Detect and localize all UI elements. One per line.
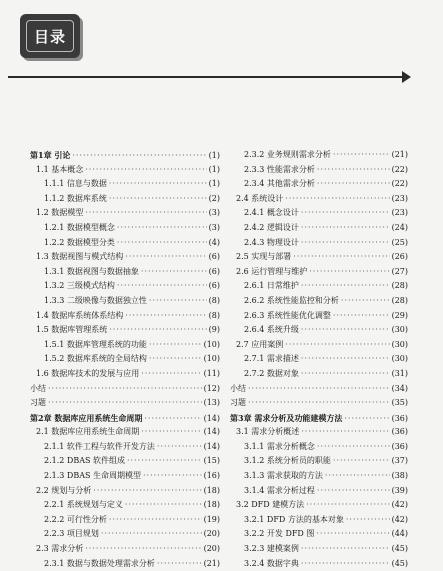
toc-entry-title: 2.4.3 物理设计: [244, 237, 299, 247]
toc-leader-dots: [109, 513, 202, 528]
toc-leader-dots: [143, 469, 202, 484]
toc-entry-title: 2.2.2 可行性分析: [44, 514, 107, 524]
toc-entry: [230, 265, 408, 280]
toc-entry-title: 3.1.3 需求获取的方法: [244, 471, 323, 481]
toc-entry-page: (8): [208, 295, 220, 305]
toc-leader-dots: [72, 149, 206, 164]
toc-leader-dots: [301, 557, 390, 571]
contents-title: 目录: [33, 27, 66, 46]
toc-entry-title: 2.3.3 性能需求分析: [244, 164, 315, 174]
header-rule: [8, 76, 404, 78]
toc-leader-dots: [317, 440, 390, 455]
toc-entry-page: (42): [391, 514, 408, 524]
toc-entry-title: 3.1 需求分析概述: [236, 427, 300, 437]
toc-leader-dots: [344, 412, 389, 427]
toc-entry-title: 1.1.1 信息与数据: [44, 179, 107, 189]
toc-entry-page: (24): [391, 222, 408, 232]
toc-entry-title: 2.1.1 软件工程与软件开发方法: [44, 441, 155, 451]
toc-entry-title: 2.4.2 逻辑设计: [244, 222, 299, 232]
toc-entry: [230, 557, 408, 571]
toc-leader-dots: [301, 323, 390, 338]
toc-entry-title: 3.2.1 DFD 方法的基本对象: [244, 514, 344, 524]
toc-entry-title: 3.2.2 开发 DFD 图: [244, 529, 315, 539]
toc-leader-dots: [301, 425, 389, 440]
toc-leader-dots: [285, 192, 389, 207]
toc-entry: [230, 294, 408, 309]
toc-entry: [30, 236, 220, 251]
toc-entry: [30, 542, 220, 557]
toc-entry: [30, 469, 220, 484]
toc-entry-page: (36): [391, 441, 408, 451]
toc-leader-dots: [301, 352, 390, 367]
toc-entry-title: 第2章 数据库应用系统生命周期: [30, 412, 143, 423]
toc-entry-page: (22): [391, 179, 408, 189]
toc-entry: [230, 454, 408, 469]
toc-entry: [30, 221, 220, 236]
toc-entry-title: 2.2 规划与分析: [36, 485, 92, 495]
toc-entry: [30, 323, 220, 338]
toc-entry-title: 第1章 引论: [30, 150, 71, 160]
toc-entry-page: (45): [391, 544, 408, 554]
toc-entry: [230, 163, 408, 178]
toc-leader-dots: [301, 279, 390, 294]
toc-entry-page: (14): [203, 413, 220, 423]
toc-entry-page: (30): [391, 354, 408, 364]
toc-leader-dots: [149, 294, 207, 309]
toc-entry-page: (36): [391, 413, 408, 423]
toc-entry-title: 1.1.2 数据库系统: [44, 193, 107, 203]
toc-leader-dots: [109, 192, 207, 207]
toc-entry: [230, 527, 408, 542]
toc-entry-page: (4): [208, 237, 220, 247]
toc-entry-title: 1.5.1 数据库管理系统的功能: [44, 339, 147, 349]
toc-entry-page: (37): [391, 456, 408, 466]
toc-entry-page: (23): [391, 193, 408, 203]
toc-entry-title: 2.2.1 系统规划与定义: [44, 500, 123, 510]
toc-leader-dots: [85, 206, 206, 221]
toc-entry-page: (23): [391, 208, 408, 218]
toc-entry: [30, 367, 220, 382]
toc-entry: [30, 250, 220, 265]
toc-leader-dots: [48, 396, 202, 411]
toc-leader-dots: [346, 513, 390, 528]
toc-entry-title: 2.3 需求分析: [36, 544, 84, 554]
toc-entry: [230, 484, 408, 499]
toc-leader-dots: [306, 498, 389, 513]
toc-entry: [230, 236, 408, 251]
toc-entry-title: 2.3.4 其他需求分析: [244, 179, 315, 189]
toc-leader-dots: [248, 396, 390, 411]
toc-leader-dots: [309, 265, 389, 280]
toc-entry-page: (34): [391, 383, 408, 393]
toc-entry-page: (1): [208, 151, 220, 160]
toc-entry: [30, 498, 220, 513]
toc-leader-dots: [125, 309, 206, 324]
toc-entry: [30, 294, 220, 309]
toc-entry-page: (30): [391, 339, 408, 349]
toc-entry: [230, 469, 408, 484]
toc-entry-title: 习题: [230, 398, 246, 408]
toc-entry-page: (2): [208, 193, 220, 203]
toc-entry-page: (18): [203, 500, 220, 510]
toc-entry: [30, 177, 220, 192]
toc-entry: [30, 484, 220, 499]
toc-entry-page: (26): [391, 252, 408, 262]
toc-leader-dots: [293, 250, 389, 265]
toc-entry-page: (25): [391, 237, 408, 247]
toc-leader-dots: [317, 484, 390, 499]
toc-entry-title: 1.4 数据库系统体系结构: [36, 310, 124, 320]
toc-entry: [230, 367, 408, 382]
toc-entry-title: 3.2 DFD 建模方法: [236, 500, 305, 510]
toc-entry: [230, 396, 408, 411]
toc-entry-title: 3.1.1 需求分析概念: [244, 441, 315, 451]
toc-leader-dots: [301, 542, 390, 557]
toc-leader-dots: [127, 454, 202, 469]
toc-entry-page: (22): [391, 164, 408, 174]
toc-leader-dots: [301, 206, 390, 221]
toc-leader-dots: [48, 382, 202, 397]
toc-entry-title: 1.6 数据库技术的发展与应用: [36, 368, 140, 378]
toc-entry: [230, 148, 408, 163]
toc-leader-dots: [109, 177, 207, 192]
toc-entry-title: 3.2.3 建模案例: [244, 544, 299, 554]
toc-entry-title: 2.6.1 日常维护: [244, 281, 299, 291]
toc-entry: [230, 425, 408, 440]
toc-entry-page: (14): [203, 427, 220, 437]
toc-entry: [230, 352, 408, 367]
toc-entry: [30, 265, 220, 280]
toc-entry: [230, 382, 408, 397]
toc-leader-dots: [141, 367, 201, 382]
toc-entry-page: (45): [391, 558, 408, 568]
toc-entry-page: (3): [208, 222, 220, 232]
toc-leader-dots: [85, 163, 206, 178]
toc-entry: [30, 352, 220, 367]
toc-entry-title: 3.1.2 系统分析员的职能: [244, 456, 331, 466]
toc-entry-title: 2.7.2 数据对象: [244, 368, 299, 378]
contents-badge-frame: [26, 20, 74, 52]
toc-entry-page: (10): [203, 354, 220, 364]
toc-leader-dots: [141, 425, 201, 440]
toc-entry-page: (15): [203, 456, 220, 466]
toc-entry-title: 小结: [230, 383, 246, 393]
toc-left-column: [30, 148, 220, 571]
toc-entry-page: (11): [203, 368, 220, 378]
toc-entry: [230, 309, 408, 324]
toc-entry: [230, 411, 408, 426]
toc-entry-title: 小结: [30, 383, 46, 393]
toc-entry-title: 2.6.4 系统升级: [244, 325, 299, 335]
toc-entry-title: 1.2 数据模型: [36, 208, 84, 218]
toc-leader-dots: [93, 484, 201, 499]
toc-entry: [30, 382, 220, 397]
toc-leader-dots: [149, 352, 202, 367]
toc-entry: [30, 396, 220, 411]
toc-entry-title: 1.1 基本概念: [36, 164, 84, 174]
toc-entry: [230, 221, 408, 236]
toc-leader-dots: [117, 236, 207, 251]
toc-entry-title: 1.3.3 二级映像与数据独立性: [44, 295, 147, 305]
toc-leader-dots: [109, 323, 206, 338]
toc-leader-dots: [101, 527, 202, 542]
toc-entry-title: 2.1.3 DBAS 生命周期模型: [44, 471, 141, 481]
toc-leader-dots: [341, 294, 390, 309]
toc-entry-page: (1): [208, 164, 220, 174]
toc-entry: [230, 338, 408, 353]
toc-entry: [30, 411, 220, 426]
toc-entry-page: (36): [391, 427, 408, 437]
toc-leader-dots: [333, 454, 390, 469]
toc-leader-dots: [144, 412, 201, 427]
toc-entry-page: (27): [391, 266, 408, 276]
contents-badge: [20, 14, 80, 58]
toc-entry-page: (29): [391, 310, 408, 320]
toc-leader-dots: [285, 338, 389, 353]
toc-entry-title: 2.5 实现与部署: [236, 252, 292, 262]
toc-entry-title: 1.2.1 数据模型概念: [44, 222, 115, 232]
toc-entry-title: 2.7 应用案例: [236, 339, 284, 349]
header-rule-arrow-icon: [402, 71, 411, 83]
toc-entry-title: 1.3.1 数据视图与数据抽象: [44, 266, 139, 276]
toc-leader-dots: [125, 250, 206, 265]
toc-entry: [30, 163, 220, 178]
toc-entry-page: (18): [203, 485, 220, 495]
toc-leader-dots: [301, 236, 390, 251]
toc-entry: [30, 527, 220, 542]
toc-entry: [30, 309, 220, 324]
toc-entry-page: (42): [391, 500, 408, 510]
toc-leader-dots: [141, 265, 207, 280]
toc-entry-title: 2.6 运行管理与维护: [236, 266, 308, 276]
toc-entry-page: (21): [203, 558, 220, 568]
toc-leader-dots: [125, 498, 202, 513]
toc-leader-dots: [317, 177, 390, 192]
toc-entry-page: (6): [208, 281, 220, 291]
toc-entry: [230, 498, 408, 513]
toc-entry-title: 1.2.2 数据模型分类: [44, 237, 115, 247]
toc-leader-dots: [333, 309, 390, 324]
toc-entry-title: 2.6.3 系统性能优化调整: [244, 310, 331, 320]
toc-entry-page: (14): [203, 441, 220, 451]
toc-entry: [230, 440, 408, 455]
toc-entry-title: 1.5.2 数据库系统的全局结构: [44, 354, 147, 364]
toc-entry-page: (9): [208, 325, 220, 335]
toc-entry: [30, 192, 220, 207]
toc-entry: [30, 557, 220, 571]
toc-entry: [230, 279, 408, 294]
toc-entry-page: (12): [203, 383, 220, 393]
toc-leader-dots: [301, 221, 390, 236]
toc-entry-page: (21): [391, 150, 408, 159]
toc-leader-dots: [301, 367, 390, 382]
toc-leader-dots: [316, 527, 389, 542]
toc-entry-page: (8): [208, 310, 220, 320]
toc-entry-title: 2.1 数据库应用系统生命周期: [36, 427, 140, 437]
toc-entry-page: (31): [391, 368, 408, 378]
toc-entry-title: 1.5 数据库管理系统: [36, 325, 108, 335]
toc-entry: [230, 323, 408, 338]
toc-entry: [230, 542, 408, 557]
toc-entry-title: 2.3.1 数据与数据处理需求分析: [44, 558, 155, 568]
toc-entry: [230, 192, 408, 207]
toc-leader-dots: [325, 469, 390, 484]
toc-entry: [30, 338, 220, 353]
toc-leader-dots: [333, 148, 390, 163]
toc-entry-page: (39): [391, 485, 408, 495]
toc-entry-page: (10): [203, 339, 220, 349]
toc-entry: [30, 440, 220, 455]
toc-entry: [230, 513, 408, 528]
toc-entry: [30, 425, 220, 440]
toc-entry-title: 3.2.4 数据字典: [244, 558, 299, 568]
toc-leader-dots: [157, 557, 202, 571]
toc-entry-page: (28): [391, 295, 408, 305]
toc-entry-title: 2.3.2 业务规则需求分析: [244, 150, 331, 159]
toc-entry-title: 2.4.1 概念设计: [244, 208, 299, 218]
toc-entry-title: 习题: [30, 398, 46, 408]
toc-entry-page: (16): [203, 471, 220, 481]
toc-entry-title: 2.1.2 DBAS 软件组成: [44, 456, 125, 466]
toc-entry-page: (35): [391, 398, 408, 408]
toc-leader-dots: [317, 163, 390, 178]
toc-entry-page: (30): [391, 325, 408, 335]
toc-entry-page: (1): [208, 179, 220, 189]
toc-entry-page: (28): [391, 281, 408, 291]
toc-entry-page: (44): [391, 529, 408, 539]
toc-entry-page: (20): [203, 529, 220, 539]
toc-entry: [30, 454, 220, 469]
toc-entry: [230, 206, 408, 221]
toc-entry: [30, 279, 220, 294]
toc-entry-page: (6): [208, 252, 220, 262]
toc-entry-page: (3): [208, 208, 220, 218]
toc-entry-page: (6): [208, 266, 220, 276]
toc-entry-page: (20): [203, 544, 220, 554]
toc-entry-title: 2.7.1 需求描述: [244, 354, 299, 364]
toc-entry-title: 2.4 系统设计: [236, 193, 284, 203]
toc-entry: [230, 177, 408, 192]
toc-entry-title: 3.1.4 需求分析过程: [244, 485, 315, 495]
toc-entry-title: 2.6.2 系统性能监控和分析: [244, 295, 339, 305]
toc-entry-page: (19): [203, 514, 220, 524]
toc-entry: [30, 206, 220, 221]
toc-entry-title: 1.3 数据视图与模式结构: [36, 252, 124, 262]
toc-entry: [30, 513, 220, 528]
toc-entry: [230, 250, 408, 265]
toc-right-column: [230, 148, 408, 571]
toc-leader-dots: [157, 440, 202, 455]
toc-entry-page: (13): [203, 398, 220, 408]
toc-entry-title: 1.3.2 三级模式结构: [44, 281, 115, 291]
toc-leader-dots: [248, 382, 390, 397]
toc-leader-dots: [149, 338, 202, 353]
toc-entry-page: (38): [391, 471, 408, 481]
toc-leader-dots: [117, 279, 207, 294]
toc-leader-dots: [85, 542, 201, 557]
toc-leader-dots: [117, 221, 207, 236]
toc-entry: [30, 148, 220, 163]
toc-entry-title: 2.2.3 项目规划: [44, 529, 99, 539]
toc-entry-title: 第3章 需求分析及功能建模方法: [230, 412, 343, 423]
